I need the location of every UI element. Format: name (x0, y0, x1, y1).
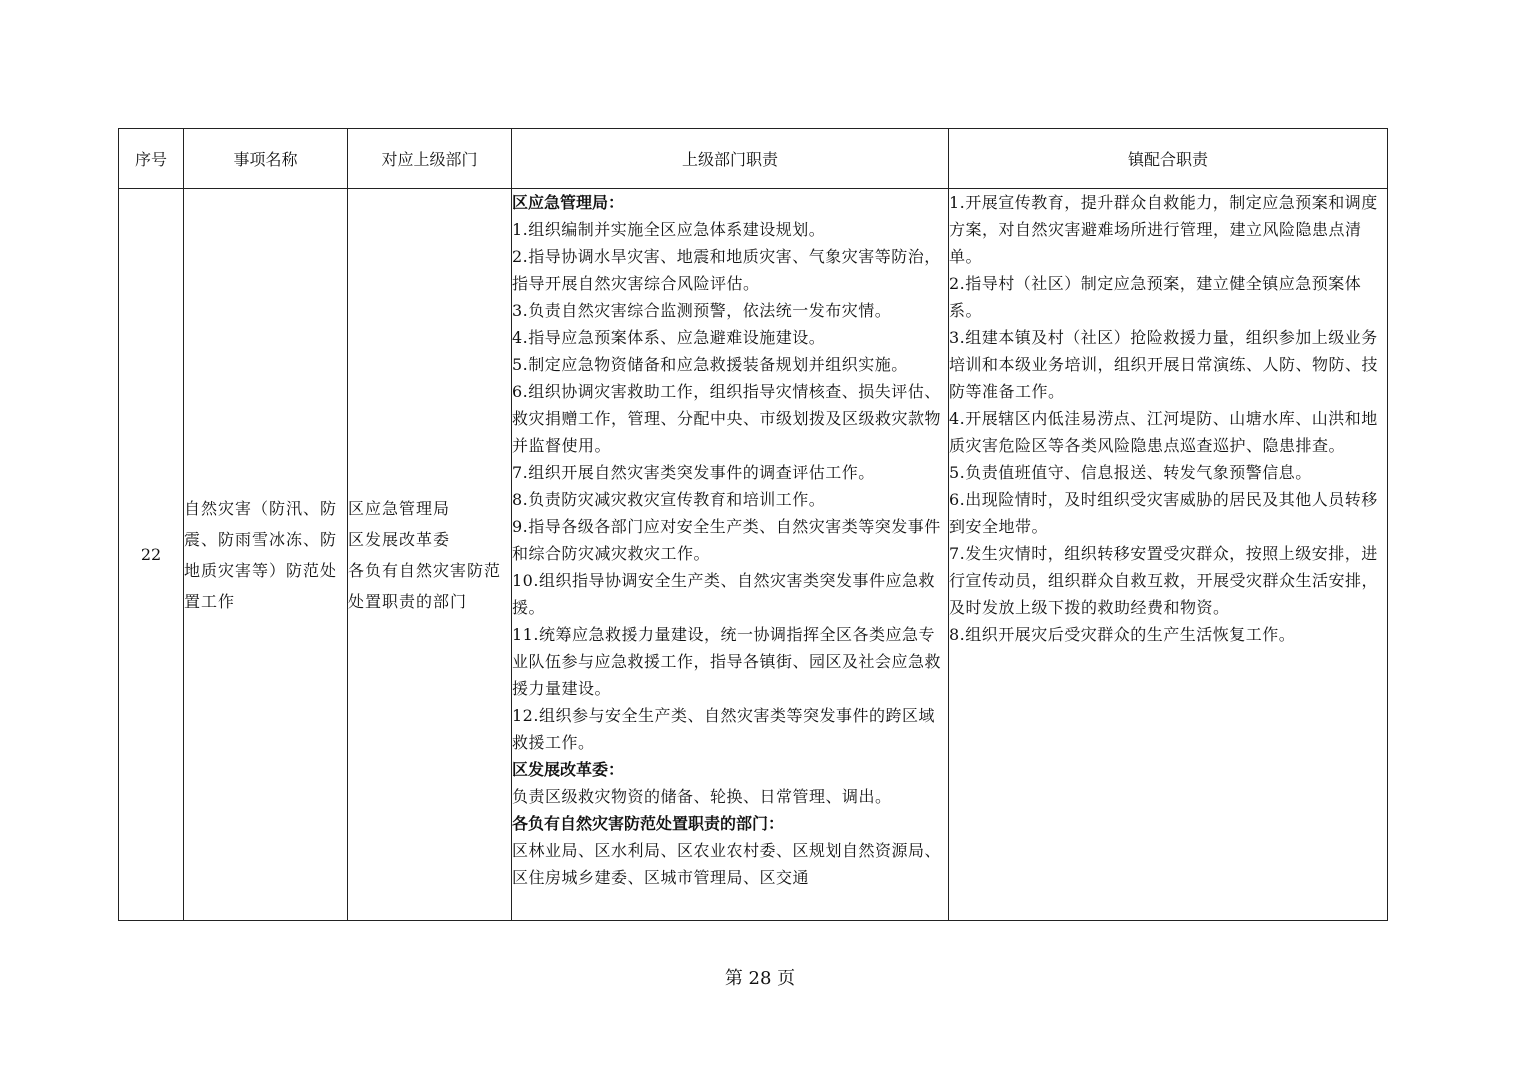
duty-item: 6.组织协调灾害救助工作，组织指导灾情核查、损失评估、救灾捐赠工作，管理、分配中央、市级划拨及区级救灾款物并监督使用。 (512, 382, 942, 455)
duty-item: 7.组织开展自然灾害类突发事件的调查评估工作。 (512, 463, 875, 482)
duty-item: 8.组织开展灾后受灾群众的生产生活恢复工作。 (949, 625, 1296, 644)
duty-item: 11.统筹应急救援力量建设，统一协调指挥全区各类应急专业队伍参与应急救援工作，指导各镇街、园区及社会应急救援力量建设。 (512, 625, 942, 698)
duty-item: 8.负责防灾减灾救灾宣传教育和培训工作。 (512, 490, 826, 509)
duty-item: 12.组织参与安全生产类、自然灾害类等突发事件的跨区域救援工作。 (512, 706, 935, 752)
header-town-duties: 镇配合职责 (949, 129, 1388, 189)
row-seq: 22 (119, 189, 184, 921)
header-dept: 对应上级部门 (348, 129, 512, 189)
duty-item: 10.组织指导协调安全生产类、自然灾害类突发事件应急救援。 (512, 571, 935, 617)
header-name: 事项名称 (184, 129, 348, 189)
duty-item: 5.负责值班值守、信息报送、转发气象预警信息。 (949, 463, 1312, 482)
duty-item: 2.指导村（社区）制定应急预案，建立健全镇应急预案体系。 (949, 274, 1362, 320)
duty-item: 3.组建本镇及村（社区）抢险救援力量，组织参加上级业务培训和本级业务培训，组织开展日常演练、人防、物防、技防等准备工作。 (949, 328, 1379, 401)
duty-item: 4.指导应急预案体系、应急避难设施建设。 (512, 328, 826, 347)
page-number: 第 28 页 (724, 968, 796, 989)
row-item-name: 自然灾害（防汛、防震、防雨雪冰冻、防地质灾害等）防范处置工作 (184, 189, 348, 921)
duty-item: 2.指导协调水旱灾害、地震和地质灾害、气象灾害等防治，指导开展自然灾害综合风险评估。 (512, 247, 941, 293)
duty-item: 1.开展宣传教育，提升群众自救能力，制定应急预案和调度方案，对自然灾害避难场所进行管理，建立风险隐患点清单。 (949, 193, 1378, 266)
duty-table (118, 128, 1388, 921)
duty-item: 9.指导各级各部门应对安全生产类、自然灾害类等突发事件和综合防灾减灾救灾工作。 (512, 517, 941, 563)
duty-item: 3.负责自然灾害综合监测预警，依法统一发布灾情。 (512, 301, 892, 320)
upper-duties-body (512, 189, 948, 916)
duty-item: 负责区级救灾物资的储备、轮换、日常管理、调出。 (512, 787, 892, 806)
duty-item: 5.制定应急物资储备和应急救援装备规划并组织实施。 (512, 355, 908, 374)
duty-item: 区林业局、区水利局、区农业农村委、区规划自然资源局、区住房城乡建委、区城市管理局、区交通 (512, 841, 942, 887)
row-town-duties (949, 189, 1388, 921)
table-row (119, 189, 1388, 921)
duty-item: 6.出现险情时，及时组织受灾害威胁的居民及其他人员转移到安全地带。 (949, 490, 1378, 536)
duty-item: 4.开展辖区内低洼易涝点、江河堤防、山塘水库、山洪和地质灾害危险区等各类风险隐患点巡查巡护、隐患排查。 (949, 409, 1378, 455)
dept-item: 各负有自然灾害防范处置职责的部门 (348, 560, 502, 611)
section-heading: 区应急管理局： (512, 193, 625, 212)
dept-item: 区发展改革委 (348, 529, 451, 549)
duty-item: 1.组织编制并实施全区应急体系建设规划。 (512, 220, 826, 239)
header-seq: 序号 (119, 129, 184, 189)
row-departments (348, 189, 512, 921)
section-heading: 各负有自然灾害防范处置职责的部门： (512, 814, 785, 833)
duty-item: 7.发生灾情时，组织转移安置受灾群众，按照上级安排，进行宣传动员，组织群众自救互救，开展受灾群众生活安排，及时发放上级下拨的救助经费和物资。 (949, 544, 1379, 617)
section-heading: 区发展改革委： (512, 760, 625, 779)
header-upper-duties: 上级部门职责 (512, 129, 949, 189)
row-upper-duties (512, 189, 949, 921)
dept-item: 区应急管理局 (348, 498, 451, 518)
header-row (119, 129, 1388, 189)
